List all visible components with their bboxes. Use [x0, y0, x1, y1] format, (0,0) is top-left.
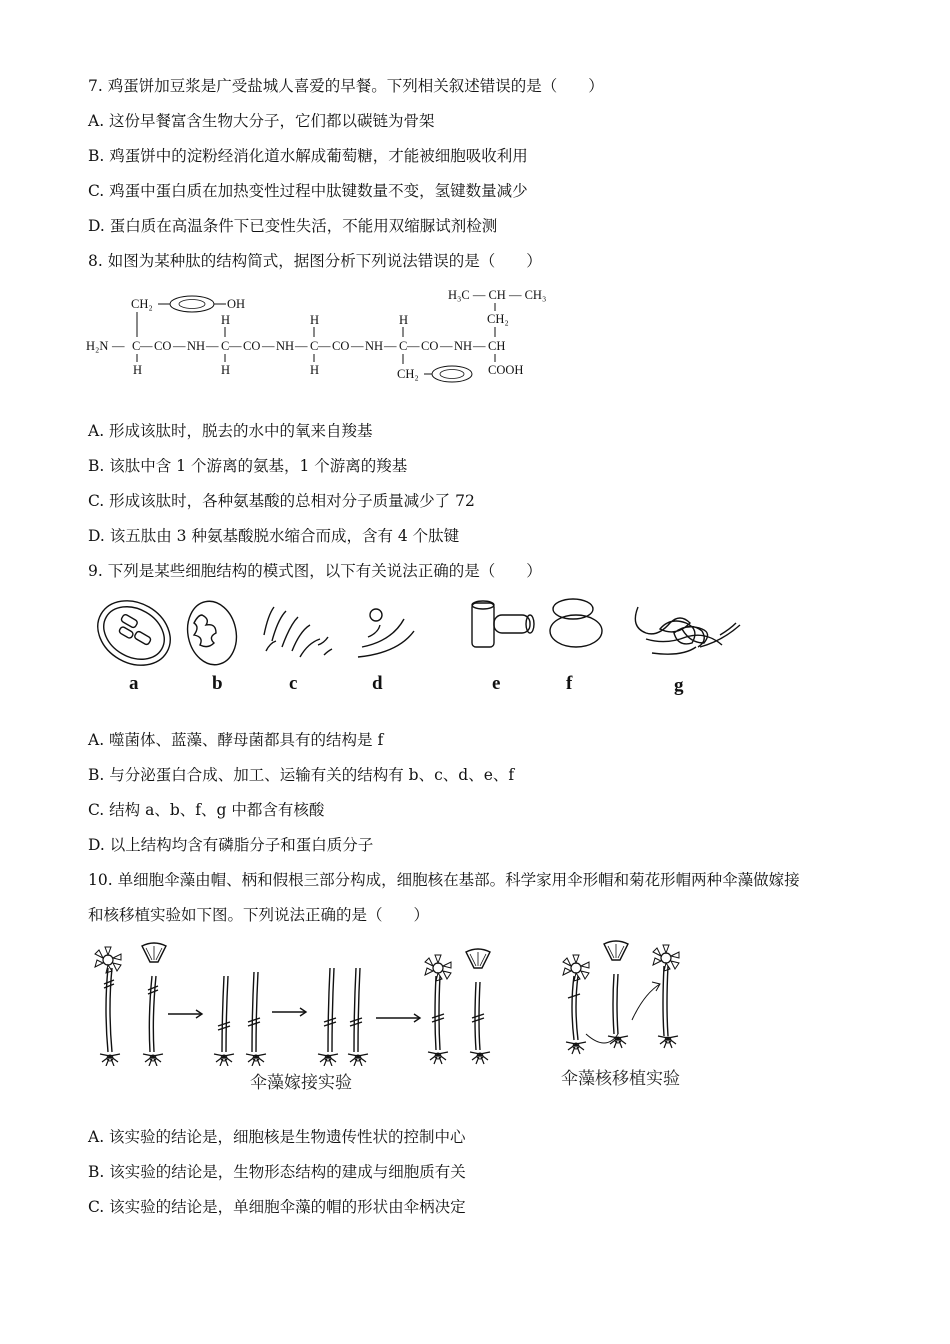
q8-option-c: C. 形成该肽时，各种氨基酸的总相对分子质量减少了 72: [88, 492, 475, 510]
caption-transplant-experiment: 伞藻核移植实验: [561, 1069, 680, 1089]
q7-option-c: C. 鸡蛋中蛋白质在加热变性过程中肽键数量不变，氢键数量减少: [88, 182, 528, 200]
svg-text:CH: CH: [488, 339, 506, 353]
svg-text:—: —: [384, 339, 397, 353]
acetabularia-figure: [86, 938, 706, 1066]
q9-stem: 9. 下列是某些细胞结构的模式图，以下有关说法正确的是（ ）: [88, 562, 542, 580]
q8-option-a: A. 形成该肽时，脱去的水中的氧来自羧基: [88, 422, 373, 440]
svg-text:—: —: [229, 339, 242, 353]
q9-option-a: A. 噬菌体、蓝藻、酵母菌都具有的结构是 f: [88, 731, 384, 749]
svg-text:—: —: [473, 339, 486, 353]
svg-text:—: —: [407, 339, 420, 353]
q10-option-c: C. 该实验的结论是，单细胞伞藻的帽的形状由伞柄决定: [88, 1198, 466, 1216]
svg-text:—: —: [351, 339, 364, 353]
q8-option-b: B. 该肽中含 1 个游离的氨基，1 个游离的羧基: [88, 457, 408, 475]
svg-text:H: H: [133, 363, 143, 377]
svg-text:C: C: [132, 339, 141, 353]
svg-text:CH₂: CH₂: [487, 312, 509, 326]
label-a: a: [129, 673, 139, 694]
q9-option-b: B. 与分泌蛋白合成、加工、运输有关的结构有 b、c、d、e、f: [88, 766, 515, 784]
label-b: b: [212, 673, 223, 694]
q8-option-d: D. 该五肽由 3 种氨基酸脱水缩合而成，含有 4 个肽键: [88, 527, 460, 545]
peptide-structure-figure: [84, 282, 554, 386]
svg-text:OH: OH: [227, 297, 246, 311]
svg-text:H: H: [310, 363, 320, 377]
centriole-drawing: [472, 601, 534, 647]
svg-text:CO: CO: [332, 339, 350, 353]
svg-text:NH: NH: [187, 339, 206, 353]
svg-text:C: C: [399, 339, 408, 353]
er-drawing: [358, 609, 414, 657]
svg-text:COOH: COOH: [488, 363, 524, 377]
svg-text:H: H: [221, 363, 231, 377]
svg-text:NH: NH: [276, 339, 295, 353]
label-c: c: [289, 673, 298, 694]
cell-structures-figure: [86, 595, 746, 695]
svg-text:H₂N: H₂N: [86, 339, 109, 353]
mitochondrion-drawing: [182, 597, 242, 670]
svg-text:CO: CO: [154, 339, 172, 353]
svg-text:—: —: [112, 339, 125, 353]
svg-text:H: H: [310, 313, 320, 327]
svg-text:—: —: [262, 339, 275, 353]
svg-text:—: —: [206, 339, 219, 353]
q10-option-b: B. 该实验的结论是，生物形态结构的建成与细胞质有关: [88, 1163, 466, 1181]
svg-text:H: H: [399, 313, 409, 327]
q7-option-d: D. 蛋白质在高温条件下已变性失活，不能用双缩脲试剂检测: [88, 217, 498, 235]
label-e: e: [492, 673, 501, 694]
q10-option-a: A. 该实验的结论是，细胞核是生物遗传性状的控制中心: [88, 1128, 466, 1146]
svg-text:CO: CO: [243, 339, 261, 353]
label-d: d: [372, 673, 383, 694]
golgi-drawing: [264, 607, 332, 657]
q7-stem: 7. 鸡蛋饼加豆浆是广受盐城人喜爱的早餐。下列相关叙述错误的是（ ）: [88, 77, 604, 95]
q10-stem-line1: 10. 单细胞伞藻由帽、柄和假根三部分构成，细胞核在基部。科学家用伞形帽和菊花形帽两种伞藻做嫁接: [88, 871, 800, 889]
ribosome-drawing: [550, 599, 602, 647]
label-g: g: [674, 675, 684, 695]
svg-text:H₃C — CH — CH₃: H₃C — CH — CH₃: [448, 288, 547, 302]
q7-option-a: A. 这份早餐富含生物大分子，它们都以碳链为骨架: [88, 112, 435, 130]
svg-text:—: —: [140, 339, 153, 353]
svg-text:CO: CO: [421, 339, 439, 353]
svg-text:C: C: [310, 339, 319, 353]
svg-text:CH₂: CH₂: [397, 367, 419, 381]
q10-stem-line2: 和核移植实验如下图。下列说法正确的是（ ）: [88, 906, 430, 924]
svg-text:—: —: [173, 339, 186, 353]
svg-text:—: —: [440, 339, 453, 353]
chromatin-drawing: [635, 607, 740, 654]
svg-text:—: —: [295, 339, 308, 353]
chloroplast-drawing: [86, 595, 182, 678]
label-f: f: [566, 673, 573, 694]
svg-text:NH: NH: [454, 339, 473, 353]
q8-stem: 8. 如图为某种肽的结构简式，据图分析下列说法错误的是（ ）: [88, 252, 542, 270]
q9-option-c: C. 结构 a、b、f、g 中都含有核酸: [88, 801, 325, 819]
svg-text:H: H: [221, 313, 231, 327]
caption-graft-experiment: 伞藻嫁接实验: [250, 1073, 352, 1093]
q7-option-b: B. 鸡蛋饼中的淀粉经消化道水解成葡萄糖，才能被细胞吸收利用: [88, 147, 528, 165]
q9-option-d: D. 以上结构均含有磷脂分子和蛋白质分子: [88, 836, 374, 854]
svg-text:CH₂: CH₂: [131, 297, 153, 311]
svg-text:C: C: [221, 339, 230, 353]
svg-text:NH: NH: [365, 339, 384, 353]
svg-text:—: —: [318, 339, 331, 353]
